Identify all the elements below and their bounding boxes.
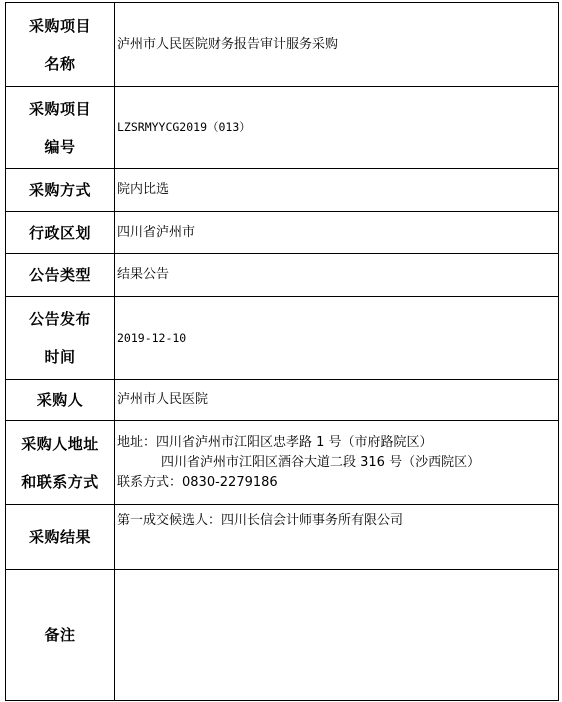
row-notice-type <box>6 254 559 297</box>
label-address-contact: 采购人地址 和联系方式 <box>6 421 115 505</box>
project-number-text: LZSRMYYCG2019（013） <box>117 120 251 134</box>
address-line-1: 地址：四川省泸州市江阳区忠孝路 1 号（市府路院区） <box>117 434 433 450</box>
row-result <box>6 505 559 570</box>
value-notice-type: 结果公告 <box>115 254 559 297</box>
contact-phone: 联系方式：0830-2279186 <box>117 474 278 490</box>
value-result: 第一成交候选人：四川长信会计师事务所有限公司 <box>115 505 559 570</box>
value-address-contact <box>115 421 559 505</box>
row-remarks <box>6 570 559 701</box>
label-result: 采购结果 <box>6 505 115 570</box>
label-project-name: 采购项目 名称 <box>6 3 115 87</box>
value-purchaser: 泸州市人民医院 <box>115 380 559 421</box>
row-address-contact <box>6 421 559 505</box>
value-project-number <box>115 87 559 169</box>
value-procurement-method: 院内比选 <box>115 169 559 212</box>
label-notice-type: 公告类型 <box>6 254 115 297</box>
label-publish-time: 公告发布 时间 <box>6 297 115 380</box>
label-purchaser: 采购人 <box>6 380 115 421</box>
row-publish-time <box>6 297 559 380</box>
value-project-name: 泸州市人民医院财务报告审计服务采购 <box>115 3 559 87</box>
value-publish-time <box>115 297 559 380</box>
label-remarks: 备注 <box>6 570 115 701</box>
row-project-number <box>6 87 559 169</box>
label-project-number: 采购项目 编号 <box>6 87 115 169</box>
procurement-notice-table <box>5 2 559 701</box>
publish-date-text: 2019-12-10 <box>117 330 187 345</box>
row-project-name <box>6 3 559 87</box>
value-remarks <box>115 570 559 701</box>
address-line-2: 四川省泸州市江阳区酒谷大道二段 316 号（沙西院区） <box>161 454 481 470</box>
label-procurement-method: 采购方式 <box>6 169 115 212</box>
label-admin-region: 行政区划 <box>6 212 115 254</box>
value-admin-region: 四川省泸州市 <box>115 212 559 254</box>
row-procurement-method <box>6 169 559 212</box>
row-purchaser <box>6 380 559 421</box>
row-admin-region <box>6 212 559 254</box>
